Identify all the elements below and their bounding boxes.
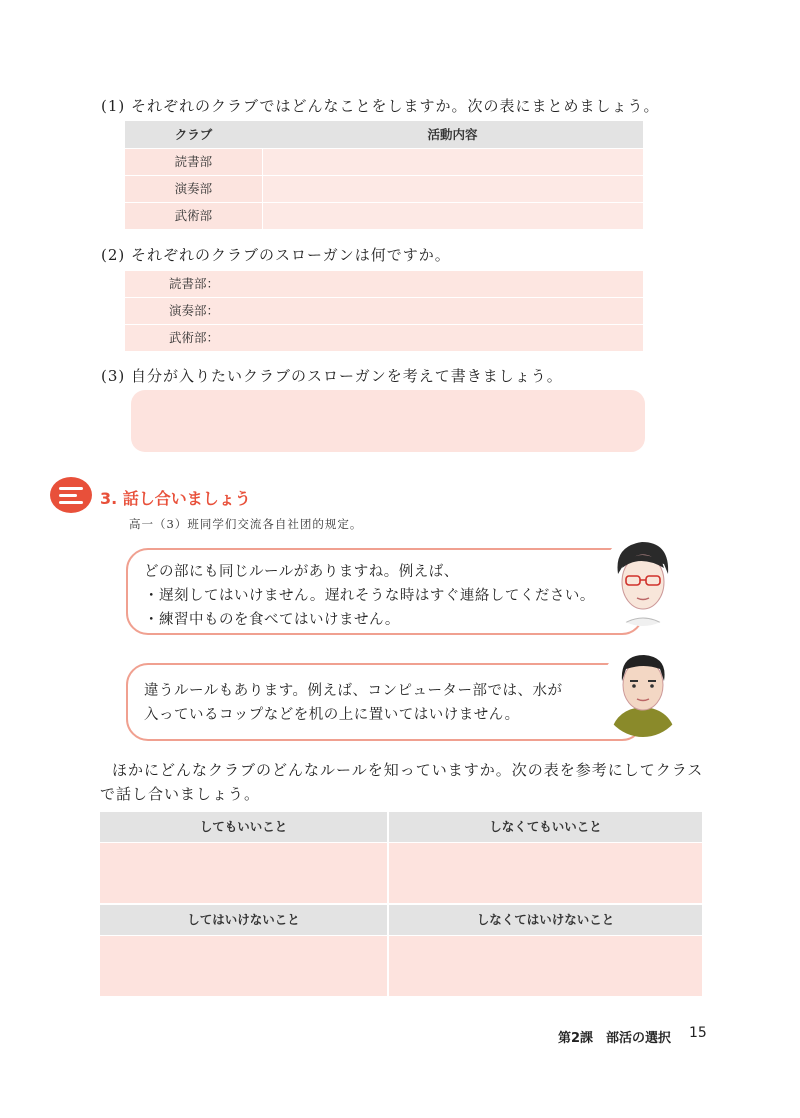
speech-bubble-2 xyxy=(126,663,644,741)
table-row xyxy=(125,176,643,202)
activity-input-cell[interactable] xyxy=(263,203,643,229)
question-2: (2) それぞれのクラブのスローガンは何ですか。 xyxy=(101,246,451,264)
slogan-row[interactable]: 読書部： xyxy=(125,271,643,297)
header-may-do: してもいいこと xyxy=(100,812,387,842)
header-need-not-do: しなくてもいいこと xyxy=(389,812,702,842)
club-activity-table xyxy=(125,121,643,229)
rules-table xyxy=(100,812,702,996)
slogan-list xyxy=(125,271,643,352)
bubble-line: 入っているコップなどを机の上に置いてはいけません。 xyxy=(144,707,520,723)
bubble-line: ・遅刻してはいけません。遅れそうな時はすぐ連絡してください。 xyxy=(144,588,595,604)
slogan-row[interactable]: 武術部： xyxy=(125,325,643,351)
club-name: 読書部 xyxy=(125,149,262,175)
header-club: クラブ xyxy=(174,127,213,142)
bubble-line: どの部にも同じルールがありますね。例えば、 xyxy=(144,564,459,580)
header-activity: 活動内容 xyxy=(427,127,478,142)
page-number: 15 xyxy=(689,1025,707,1041)
bubble-line: ・練習中ものを食べてはいけません。 xyxy=(144,612,400,628)
table-row xyxy=(125,149,643,175)
question-3: (3) 自分が入りたいクラブのスローガンを考えて書きましょう。 xyxy=(101,367,563,385)
slogan-answer-box[interactable] xyxy=(131,390,645,452)
may-do-cell[interactable] xyxy=(100,843,387,903)
speech-bubble-1 xyxy=(126,548,644,635)
avatar-student-glasses xyxy=(600,534,686,626)
activity-input-cell[interactable] xyxy=(263,149,643,175)
header-must-do: しなくてはいけないこと xyxy=(389,905,702,935)
table-row xyxy=(100,843,702,903)
chapter-footer: 第2課 部活の選択 xyxy=(558,1031,672,1046)
question-1: (1) それぞれのクラブではどんなことをしますか。次の表にまとめましょう。 xyxy=(101,97,660,115)
club-name: 武術部 xyxy=(125,203,262,229)
instruction-line-1: ほかにどんなクラブのどんなルールを知っていますか。次の表を参考にしてクラス xyxy=(112,761,704,779)
slogan-row[interactable]: 演奏部： xyxy=(125,298,643,324)
table-header xyxy=(100,812,702,842)
avatar-student-hoodie xyxy=(600,645,686,737)
header-must-not-do: してはいけないこと xyxy=(100,905,387,935)
section-subtitle: 高一（3）班同学们交流各自社团的规定。 xyxy=(129,517,363,531)
table-header xyxy=(125,121,643,148)
table-row xyxy=(125,203,643,229)
club-name: 演奏部 xyxy=(125,176,262,202)
table-header xyxy=(100,905,702,935)
instruction-line-2: で話し合いましょう。 xyxy=(100,785,261,803)
bubble-line: 違うルールもあります。例えば、コンピューター部では、水が xyxy=(144,683,563,699)
must-do-cell[interactable] xyxy=(389,936,702,996)
activity-input-cell[interactable] xyxy=(263,176,643,202)
need-not-do-cell[interactable] xyxy=(389,843,702,903)
section-title: 3. 話し合いましょう xyxy=(100,489,251,508)
discussion-icon xyxy=(50,477,92,513)
must-not-do-cell[interactable] xyxy=(100,936,387,996)
table-row xyxy=(100,936,702,996)
